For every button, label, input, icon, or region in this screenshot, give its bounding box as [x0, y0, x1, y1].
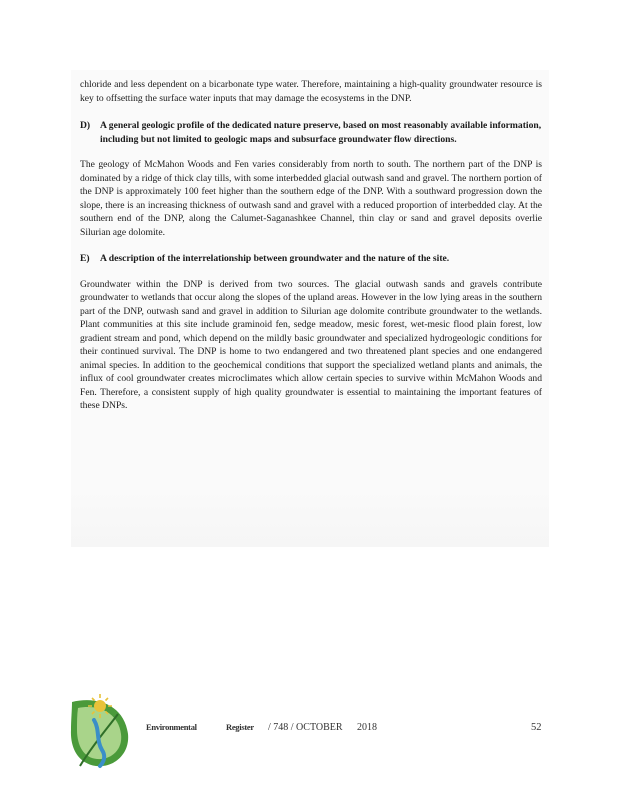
footer-register: Register	[226, 722, 254, 732]
section-e-paragraph: Groundwater within the DNP is derived from two sources. The glacial outwash sands and gravels contribute groundwater to wetlands that occur along the slopes of the upland areas. However in the low lying areas in the southern part of the DNP, outwash sand and gravel in addition to Silurian age dolomite contribute groundwater to the wetlands. Plant communities at this site include graminoid fen, sedge meadow, mesic forest, wet-mesic flood plain forest, low gradient stream and pond, which depend on the mildly basic groundwater and specialized hydrogeologic conditions for their continued survival. The DNP is home to two endangered and two threatened plant species and one endangered animal species. In addition to the geochemical conditions that support the specialized wetland plants and animals, the influx of cool groundwater creates microclimates which allow certain species to survive within McMahon Woods and Fen. Therefore, a consistent supply of high quality groundwater is essential to maintaining the important features of these DNPs.	[80, 278, 542, 411]
section-d-letter: D)	[80, 120, 91, 131]
section-d-heading	[80, 119, 542, 146]
section-e-heading	[80, 252, 542, 266]
leaf-logo-icon	[66, 690, 132, 770]
footer-environmental: Environmental	[146, 722, 197, 732]
section-e-letter: E)	[80, 253, 90, 264]
section-d-paragraph: The geology of McMahon Woods and Fen varies considerably from north to south. The northern part of the DNP is dominated by a ridge of thick clay tills, with some interbedded glacial outwash sand and gravel. The northern portion of the DNP is approximately 100 feet higher than the southern edge of the DNP. With a southward progression down the slope, there is an increasing thickness of outwash sand and gravel with a reduced proportion of interbedded clay. At the southern end of the DNP, along the Calumet-Saganashkee Channel, thin clay or sand and gravel deposits overlie Silurian age dolomite.	[80, 159, 542, 238]
intro-paragraph: chloride and less dependent on a bicarbonate type water. Therefore, maintaining a high-quality groundwater resource is key to offsetting the surface water inputs that may damage the ecosystems in the DNP.	[80, 79, 542, 104]
footer-issue: / 748 / OCTOBER	[268, 722, 343, 733]
footer-year: 2018	[357, 722, 377, 733]
section-e-title: A description of the interrelationship between groundwater and the nature of the site.	[100, 253, 450, 264]
page-number: 52	[531, 722, 542, 733]
document-body	[80, 78, 542, 413]
page-footer	[0, 690, 618, 770]
section-d-title: A general geologic profile of the dedicated nature preserve, based on most reasonably available information, including but not limited to geologic maps and subsurface groundwater flow directions.	[100, 120, 542, 145]
